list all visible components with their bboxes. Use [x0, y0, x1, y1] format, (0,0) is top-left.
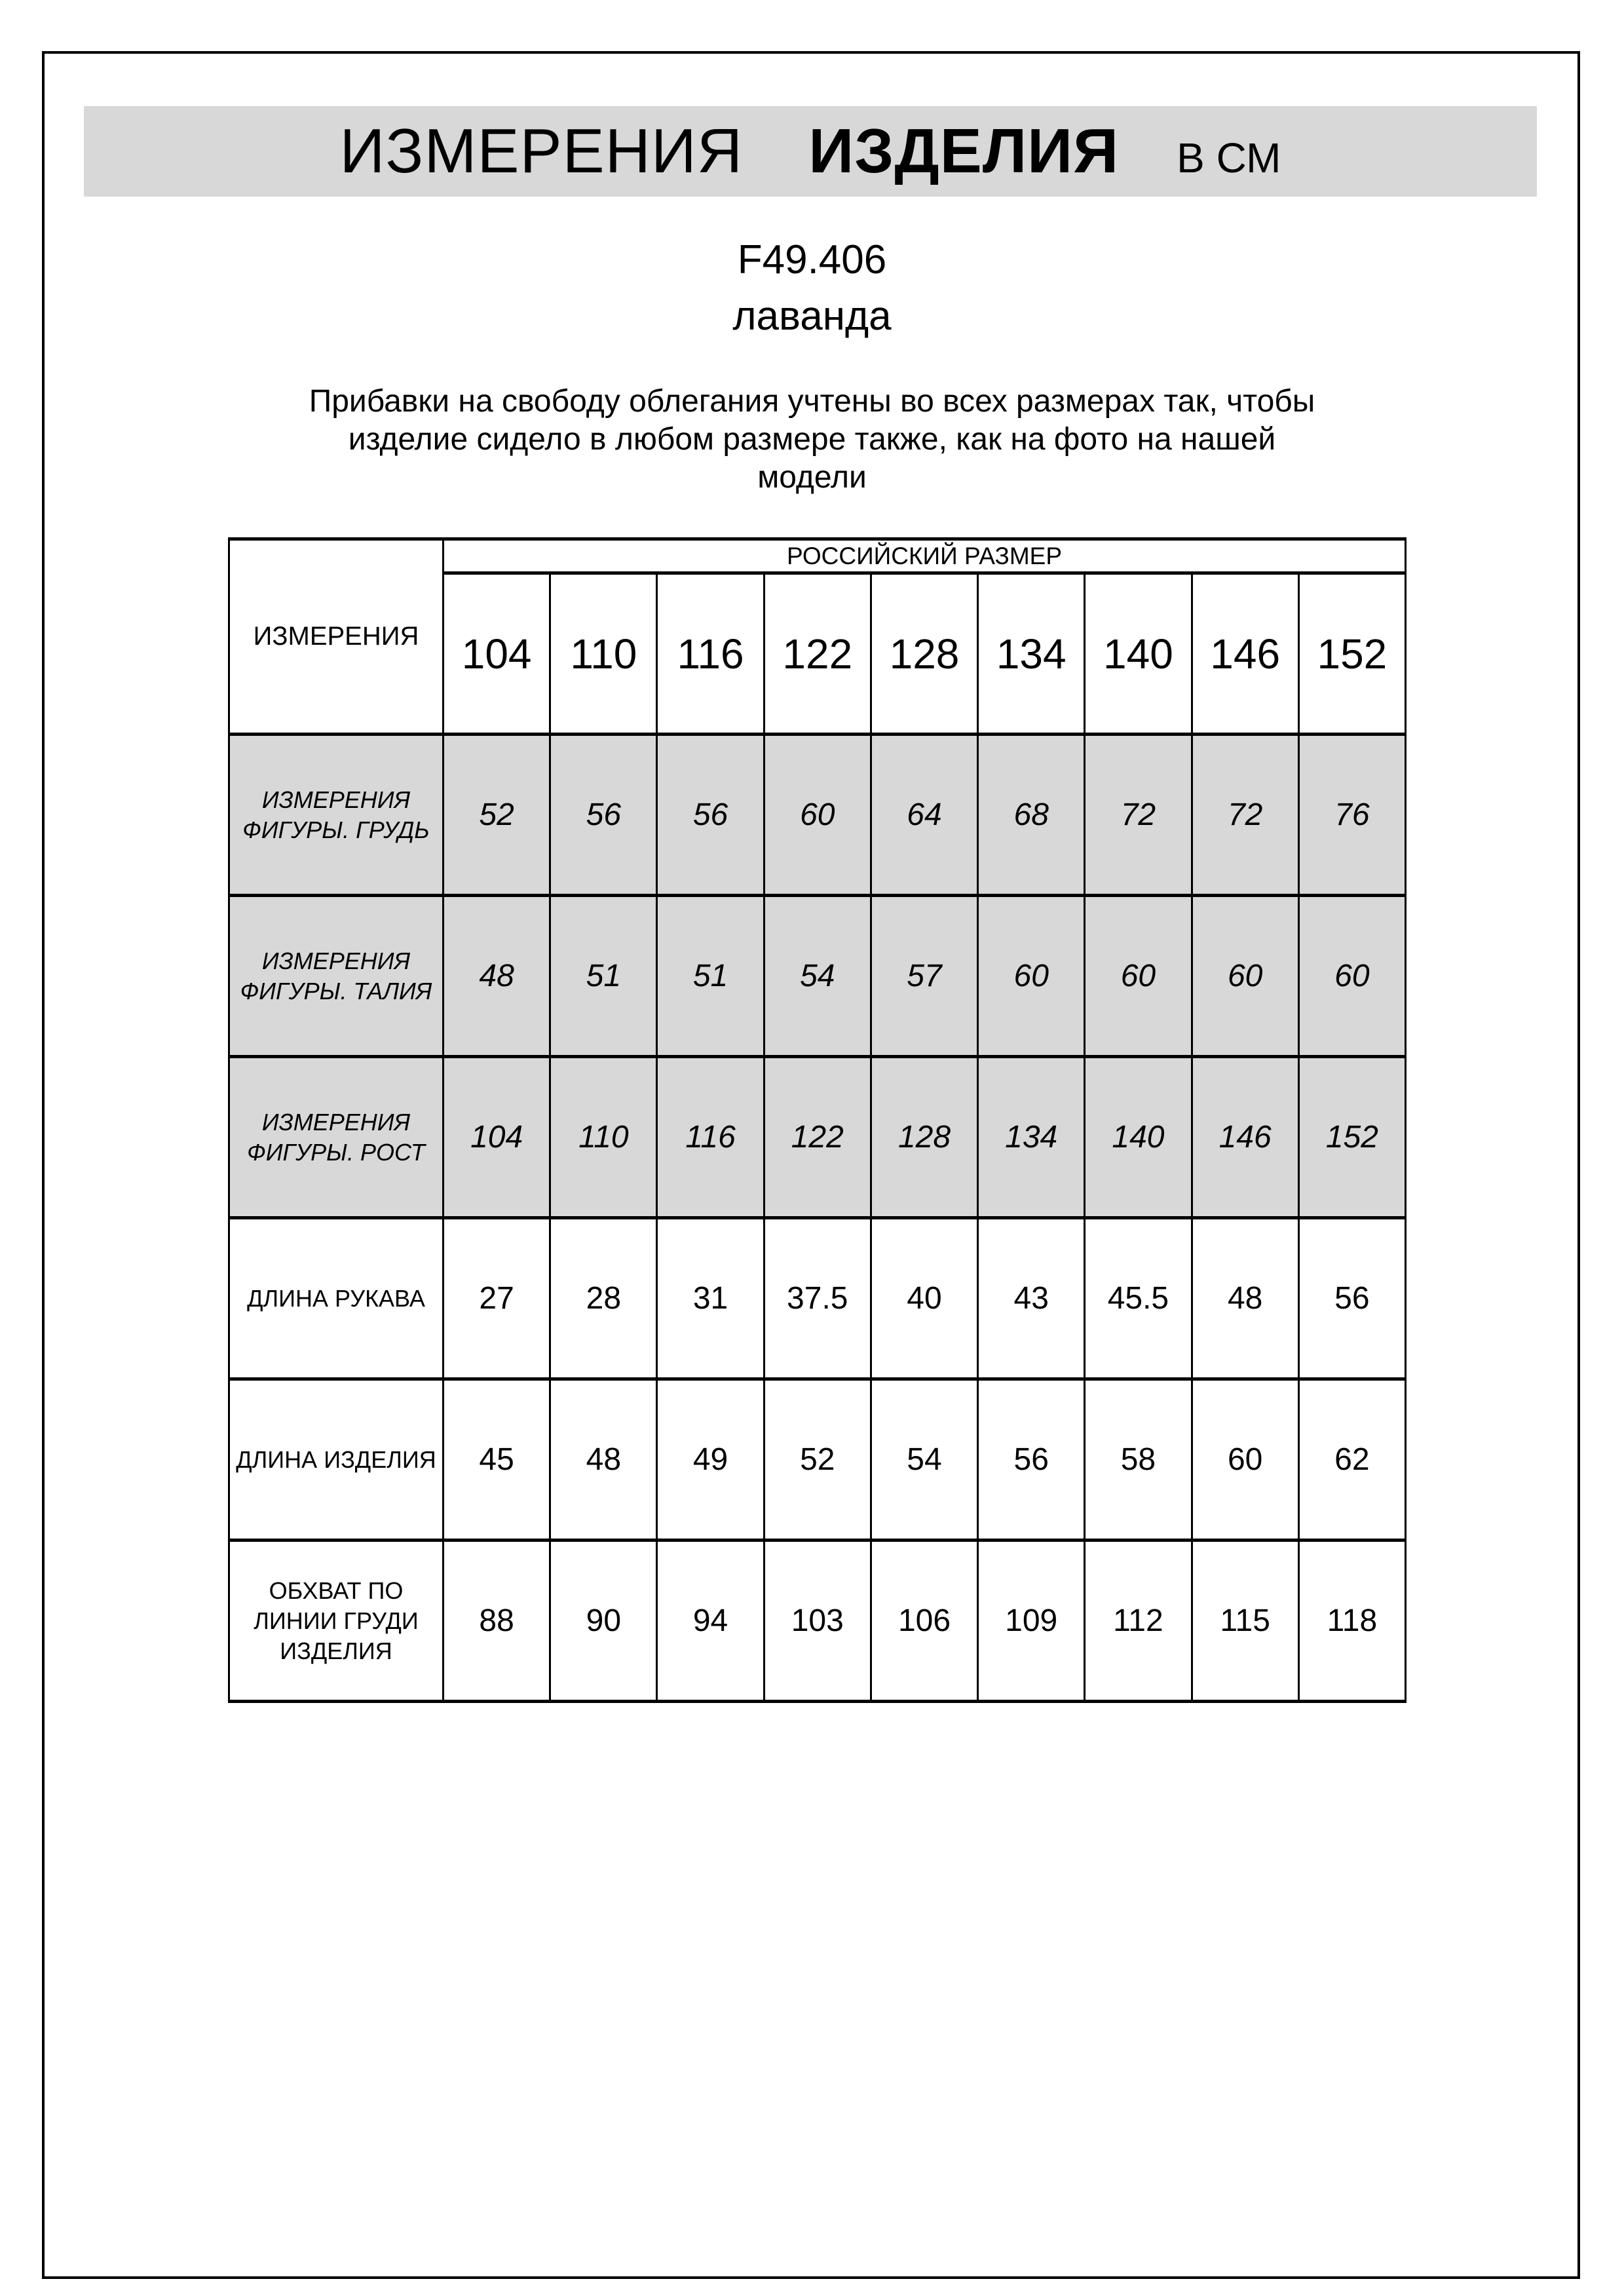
value-cell: 90 — [550, 1540, 657, 1702]
value-cell: 52 — [444, 735, 550, 896]
value-cell: 60 — [1085, 896, 1192, 1057]
size-table — [228, 537, 1407, 1703]
value-cell: 72 — [1192, 735, 1298, 896]
row-label: ОБХВАТ ПО ЛИНИИ ГРУДИ ИЗДЕЛИЯ — [229, 1540, 444, 1702]
value-cell: 58 — [1085, 1379, 1192, 1540]
value-cell: 64 — [871, 735, 977, 896]
value-cell: 43 — [978, 1218, 1085, 1379]
table-row-item-length — [229, 1379, 1406, 1540]
value-cell: 51 — [550, 896, 657, 1057]
value-cell: 88 — [444, 1540, 550, 1702]
value-cell: 140 — [1085, 1057, 1192, 1218]
fit-note — [0, 383, 1624, 497]
value-cell: 27 — [444, 1218, 550, 1379]
product-code: F49.406 — [737, 237, 887, 282]
title-unit-cm: В СМ — [1177, 134, 1281, 182]
table-row-sleeve-length — [229, 1218, 1406, 1379]
row-label: ДЛИНА ИЗДЕЛИЯ — [229, 1379, 444, 1540]
table-row-figure-waist — [229, 896, 1406, 1057]
value-cell: 109 — [978, 1540, 1085, 1702]
value-cell: 28 — [550, 1218, 657, 1379]
corner-header-cell: ИЗМЕРЕНИЯ — [229, 539, 444, 735]
value-cell: 37.5 — [764, 1218, 871, 1379]
size-col-header: 122 — [764, 573, 871, 735]
row-label: ИЗМЕРЕНИЯ ФИГУРЫ. РОСТ — [229, 1057, 444, 1218]
value-cell: 103 — [764, 1540, 871, 1702]
value-cell: 52 — [764, 1379, 871, 1540]
value-cell: 104 — [444, 1057, 550, 1218]
size-col-header: 146 — [1192, 573, 1298, 735]
value-cell: 60 — [978, 896, 1085, 1057]
value-cell: 60 — [764, 735, 871, 896]
value-cell: 60 — [1192, 896, 1298, 1057]
row-label: ИЗМЕРЕНИЯ ФИГУРЫ. ТАЛИЯ — [229, 896, 444, 1057]
table-row-figure-height — [229, 1057, 1406, 1218]
value-cell: 31 — [657, 1218, 764, 1379]
value-cell: 60 — [1298, 896, 1405, 1057]
value-cell: 48 — [1192, 1218, 1298, 1379]
value-cell: 122 — [764, 1057, 871, 1218]
size-col-header: 134 — [978, 573, 1085, 735]
value-cell: 118 — [1298, 1540, 1405, 1702]
value-cell: 51 — [657, 896, 764, 1057]
value-cell: 116 — [657, 1057, 764, 1218]
russian-size-header: РОССИЙСКИЙ РАЗМЕР — [444, 539, 1406, 573]
fit-note-line: изделие сидело в любом размере также, как на фото на нашей — [348, 422, 1276, 457]
value-cell: 56 — [550, 735, 657, 896]
value-cell: 146 — [1192, 1057, 1298, 1218]
value-cell: 56 — [1298, 1218, 1405, 1379]
size-col-header: 128 — [871, 573, 977, 735]
value-cell: 62 — [1298, 1379, 1405, 1540]
value-cell: 94 — [657, 1540, 764, 1702]
title-word-measurements: ИЗМЕРЕНИЯ — [339, 116, 744, 186]
value-cell: 57 — [871, 896, 977, 1057]
value-cell: 54 — [871, 1379, 977, 1540]
value-cell: 115 — [1192, 1540, 1298, 1702]
value-cell: 134 — [978, 1057, 1085, 1218]
value-cell: 60 — [1192, 1379, 1298, 1540]
table-row-figure-chest — [229, 735, 1406, 896]
value-cell: 48 — [550, 1379, 657, 1540]
table-row-chest-girth — [229, 1540, 1406, 1702]
value-cell: 110 — [550, 1057, 657, 1218]
value-cell: 45.5 — [1085, 1218, 1192, 1379]
fit-note-line: Прибавки на свободу облегания учтены во всех размерах так, чтобы — [309, 384, 1315, 419]
value-cell: 72 — [1085, 735, 1192, 896]
value-cell: 40 — [871, 1218, 977, 1379]
fit-note-line: модели — [757, 460, 867, 495]
value-cell: 68 — [978, 735, 1085, 896]
title-band — [84, 106, 1537, 197]
row-label: ИЗМЕРЕНИЯ ФИГУРЫ. ГРУДЬ — [229, 735, 444, 896]
value-cell: 128 — [871, 1057, 977, 1218]
row-label: ДЛИНА РУКАВА — [229, 1218, 444, 1379]
value-cell: 152 — [1298, 1057, 1405, 1218]
size-col-header: 110 — [550, 573, 657, 735]
value-cell: 56 — [978, 1379, 1085, 1540]
value-cell: 106 — [871, 1540, 977, 1702]
size-col-header: 116 — [657, 573, 764, 735]
value-cell: 48 — [444, 896, 550, 1057]
value-cell: 54 — [764, 896, 871, 1057]
size-col-header: 140 — [1085, 573, 1192, 735]
product-color-name: лаванда — [732, 294, 892, 339]
value-cell: 45 — [444, 1379, 550, 1540]
value-cell: 76 — [1298, 735, 1405, 896]
size-col-header: 104 — [444, 573, 550, 735]
value-cell: 49 — [657, 1379, 764, 1540]
value-cell: 112 — [1085, 1540, 1192, 1702]
value-cell: 56 — [657, 735, 764, 896]
size-col-header: 152 — [1298, 573, 1405, 735]
title-word-product: ИЗДЕЛИЯ — [808, 116, 1120, 186]
